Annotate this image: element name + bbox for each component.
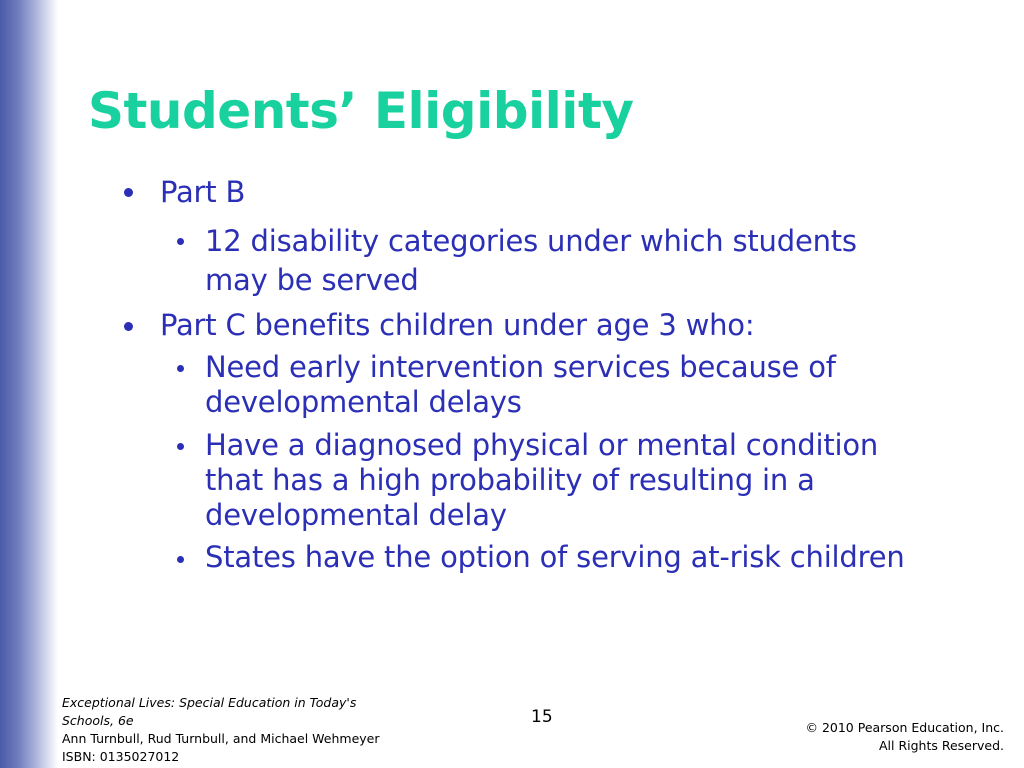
footer-authors: Ann Turnbull, Rud Turnbull, and Michael Wehmeyer <box>62 731 380 746</box>
footer-isbn: ISBN: 0135027012 <box>62 749 180 764</box>
sub-bullet-text-line-1: 12 disability categories under which students <box>205 224 857 258</box>
bullet-dot-icon <box>124 322 133 331</box>
sub-bullet-text-line-1: Have a diagnosed physical or mental condition <box>205 428 879 462</box>
bullet-text: Part B <box>160 175 246 209</box>
sub-bullet-dot-icon <box>177 238 184 245</box>
sub-bullet-dot-icon <box>177 365 184 372</box>
sub-bullet-dot-icon <box>177 556 184 563</box>
footer-book-title-line-2: Schools, 6e <box>62 713 134 728</box>
sub-bullet-text-line-2: may be served <box>205 263 419 297</box>
footer-copyright <box>805 719 1004 755</box>
sub-bullet-text-line-1: Need early intervention services because of <box>205 350 836 384</box>
footer-book-info <box>62 694 380 766</box>
page-number: 15 <box>531 707 553 727</box>
bullet-text: Part C benefits children under age 3 who: <box>160 308 755 342</box>
sub-bullet-dot-icon <box>177 443 184 450</box>
left-gradient-bar <box>0 0 58 768</box>
sub-bullet-text-line-1: States have the option of serving at-risk children <box>205 540 905 574</box>
bullet-dot-icon <box>124 188 133 197</box>
footer-book-title-line-1: Exceptional Lives: Special Education in Today's <box>62 695 357 710</box>
sub-bullet-text-line-2: developmental delays <box>205 385 522 419</box>
sub-bullet-text-line-3: developmental delay <box>205 498 507 532</box>
slide-title: Students’ Eligibility <box>88 82 634 140</box>
copyright-line-2: All Rights Reserved. <box>878 738 1004 753</box>
sub-bullet-text-line-2: that has a high probability of resulting in a <box>205 463 815 497</box>
copyright-line-1: © 2010 Pearson Education, Inc. <box>805 720 1004 735</box>
